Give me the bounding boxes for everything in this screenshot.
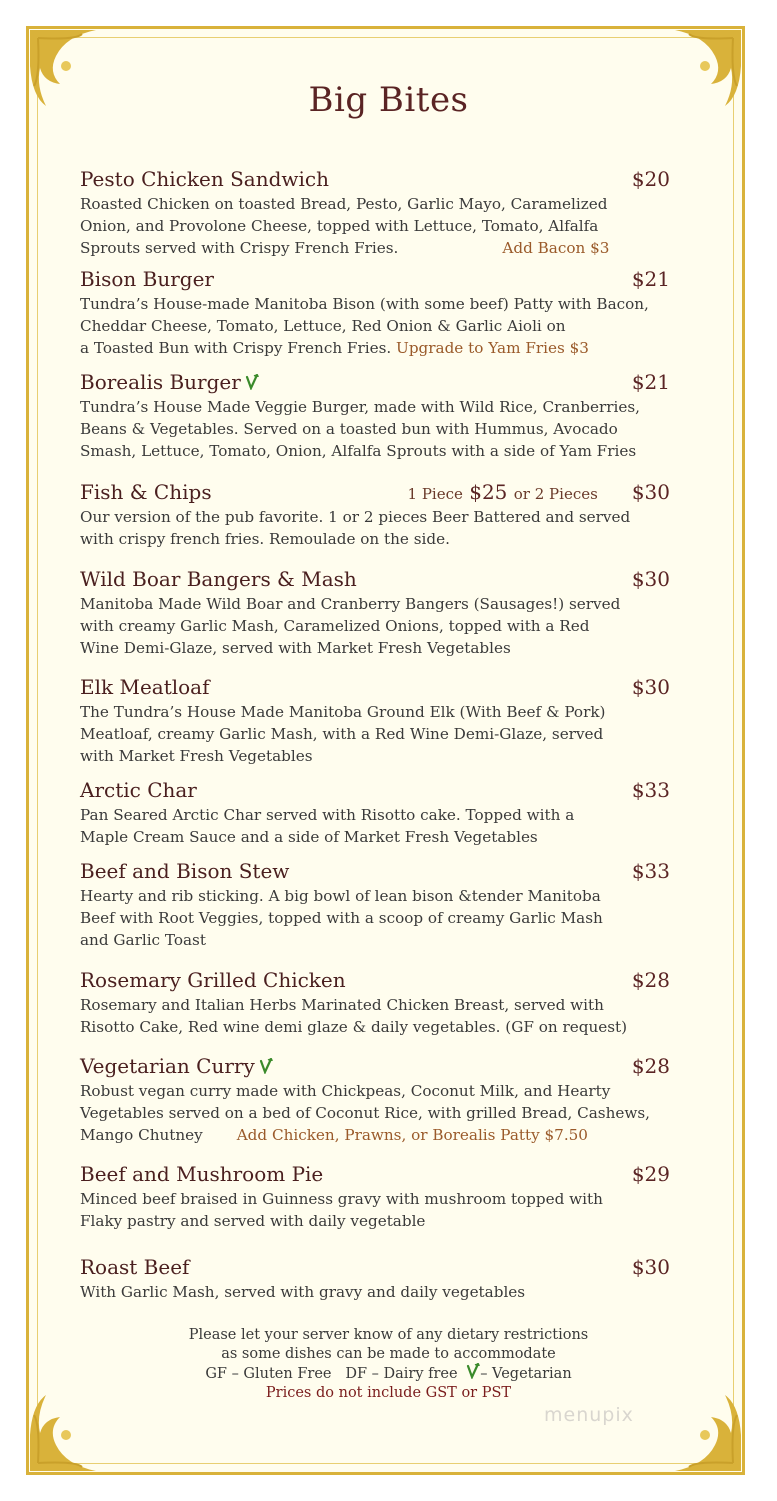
item-description: Robust vegan curry made with Chickpeas, Coconut Milk, and Hearty Vegetables served on a bed of Coconut Rice, with grilled Bread, Cashews, Mango Chutney Add Chicken, Prawns, or Borealis Patty $7.50 (80, 1082, 650, 1144)
item-description: Pan Seared Arctic Char served with Risotto cake. Topped with a Maple Cream Sauce and a side of Market Fresh Vegetables (80, 806, 575, 846)
item-price: $20 (631, 167, 670, 191)
item-name: Bison Burger (80, 267, 214, 291)
menu-item (80, 675, 690, 767)
item-name: Arctic Char (80, 778, 197, 802)
item-description: The Tundra’s House Made Manitoba Ground Elk (With Beef & Pork) Meatloaf, creamy Garlic Mash, with a Red Wine Demi-Glaze, served with Market Fresh Vegetables (80, 703, 606, 765)
item-name: Rosemary Grilled Chicken (80, 968, 346, 992)
item-description: Rosemary and Italian Herbs Marinated Chicken Breast, served with Risotto Cake, Red wine demi glaze & daily vegetables. (GF on request) (80, 996, 628, 1036)
menu-item (80, 267, 690, 359)
item-name: Fish & Chips (80, 480, 212, 504)
menu-item (80, 167, 690, 259)
legend-line: GF – Gluten Free DF – Dairy free – Vegetarian (0, 1363, 777, 1384)
tax-note: Prices do not include GST or PST (265, 1384, 512, 1401)
item-addon: Upgrade to Yam Fries $3 (396, 339, 589, 357)
item-price: $33 (631, 778, 670, 802)
menu-item (80, 1255, 690, 1303)
vegetarian-icon (466, 1363, 480, 1379)
item-price: $30 (631, 567, 670, 591)
item-price-options: 1 Piece $25 or 2 Pieces $30 (407, 480, 670, 504)
menu-item (80, 480, 690, 550)
item-description: Manitoba Made Wild Boar and Cranberry Bangers (Sausages!) served with creamy Garlic Mash, Caramelized Onions, topped with a Red Wine Demi-Glaze, served with Market Fresh Vegetables (80, 595, 621, 657)
item-price: $21 (631, 370, 670, 394)
item-name: Pesto Chicken Sandwich (80, 167, 329, 191)
item-description: Tundra’s House-made Manitoba Bison (with some beef) Patty with Bacon, Cheddar Cheese, Tomato, Lettuce, Red Onion & Garlic Aioli on a Toasted Bun with Crispy French Fries. Upgrade to Yam Fries $3 (80, 295, 649, 357)
menu-item (80, 1162, 690, 1232)
page-title: Big Bites (308, 80, 469, 120)
menu-item (80, 370, 690, 462)
dietary-footer (0, 1326, 777, 1402)
item-price: $33 (631, 859, 670, 883)
footer-line: Please let your server know of any dietary restrictions (188, 1327, 589, 1343)
menu-item (80, 567, 690, 659)
item-price: $21 (631, 267, 670, 291)
item-name: Elk Meatloaf (80, 675, 210, 699)
item-price: $30 (631, 1255, 670, 1279)
vegetarian-icon (245, 374, 259, 390)
item-description: Hearty and rib sticking. A big bowl of lean bison &tender Manitoba Beef with Root Veggies, topped with a scoop of creamy Garlic Mash and Garlic Toast (80, 887, 603, 949)
item-description: Roasted Chicken on toasted Bread, Pesto, Garlic Mayo, Caramelized Onion, and Provolone Cheese, topped with Lettuce, Tomato, Alfalfa Sprouts served with Crispy French Fries. Add Bacon $3 (80, 195, 610, 257)
menu-item (80, 1054, 690, 1146)
item-name: Wild Boar Bangers & Mash (80, 567, 357, 591)
menu-item (80, 859, 690, 951)
item-name: Vegetarian Curry (80, 1054, 690, 1078)
watermark-logo: menupix (544, 1404, 634, 1426)
item-price: $28 (631, 968, 670, 992)
item-name: Beef and Mushroom Pie (80, 1162, 324, 1186)
item-price: $30 (631, 675, 670, 699)
item-name: Beef and Bison Stew (80, 859, 290, 883)
item-addon: Add Bacon $3 (502, 239, 610, 257)
item-description: Tundra’s House Made Veggie Burger, made with Wild Rice, Cranberries, Beans & Vegetables. Served on a toasted bun with Hummus, Avocado Smash, Lettuce, Tomato, Onion, Alfalfa Sprouts with a side of Yam Fries (80, 398, 640, 460)
item-price: $29 (631, 1162, 670, 1186)
item-description: Minced beef braised in Guinness gravy with mushroom topped with Flaky pastry and served with daily vegetable (80, 1190, 603, 1230)
item-price: $28 (631, 1054, 670, 1078)
item-name: Borealis Burger (80, 370, 690, 394)
item-name: Roast Beef (80, 1255, 190, 1279)
item-description: With Garlic Mash, served with gravy and daily vegetables (80, 1283, 526, 1301)
vegetarian-icon (259, 1058, 273, 1074)
item-addon: Add Chicken, Prawns, or Borealis Patty $7.50 (236, 1126, 588, 1144)
footer-line: as some dishes can be made to accommodate (221, 1345, 556, 1362)
menu-item (80, 968, 690, 1038)
item-description: Our version of the pub favorite. 1 or 2 pieces Beer Battered and served with crispy french fries. Remoulade on the side. (80, 508, 631, 548)
menu-item (80, 778, 690, 848)
